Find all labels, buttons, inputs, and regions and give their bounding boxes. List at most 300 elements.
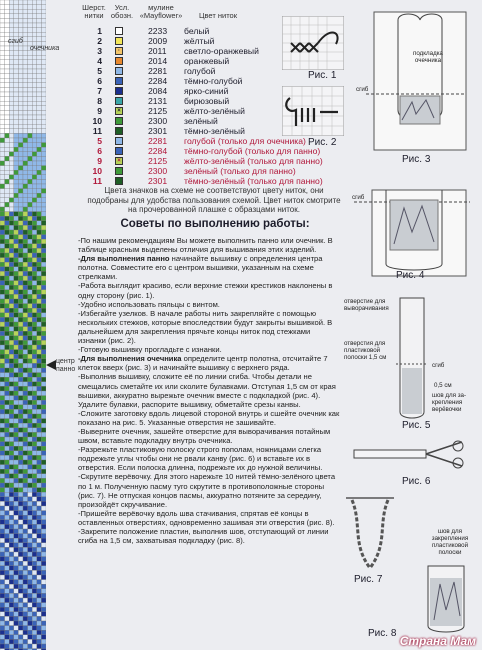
chart-cell	[0, 290, 5, 295]
chart-cell	[32, 69, 37, 74]
chart-cell	[41, 74, 46, 79]
figure-3-case-layout	[356, 10, 468, 152]
chart-cell	[37, 547, 42, 552]
chart-cell	[23, 501, 28, 506]
chart-cell	[5, 552, 10, 557]
chart-cell	[9, 235, 14, 240]
chart-cell	[5, 451, 10, 456]
chart-cell	[28, 478, 33, 483]
chart-cell	[23, 524, 28, 529]
chart-cell	[23, 483, 28, 488]
chart-cell	[23, 621, 28, 626]
chart-cell	[37, 170, 42, 175]
chart-cell	[37, 207, 42, 212]
chart-cell	[0, 511, 5, 516]
chart-cell	[9, 607, 14, 612]
chart-cell	[23, 538, 28, 543]
chart-cell	[18, 570, 23, 575]
chart-cell	[41, 446, 46, 451]
legend-row-color-name: тёмно-зелёный (только для панно)	[184, 176, 323, 186]
chart-cell	[23, 51, 28, 56]
chart-cell	[28, 626, 33, 631]
chart-cell	[23, 414, 28, 419]
chart-cell	[0, 262, 5, 267]
chart-cell	[28, 639, 33, 644]
chart-cell	[32, 511, 37, 516]
chart-cell	[37, 506, 42, 511]
chart-cell	[18, 575, 23, 580]
chart-cell	[28, 235, 33, 240]
chart-cell	[9, 74, 14, 79]
chart-cell	[9, 281, 14, 286]
chart-cell	[14, 598, 19, 603]
chart-cell	[9, 9, 14, 14]
legend-row-symbol-icon	[115, 137, 123, 145]
chart-cell	[9, 345, 14, 350]
header-symbol: Усл. обозн.	[110, 3, 134, 20]
chart-cell	[5, 354, 10, 359]
chart-cell	[18, 414, 23, 419]
chart-cell	[9, 331, 14, 336]
chart-cell	[32, 386, 37, 391]
chart-cell	[9, 313, 14, 318]
legend-row-number: 9	[97, 106, 102, 116]
chart-cell	[32, 345, 37, 350]
chart-cell	[18, 543, 23, 548]
chart-cell	[5, 405, 10, 410]
chart-cell	[32, 543, 37, 548]
chart-cell	[9, 511, 14, 516]
chart-cell	[14, 166, 19, 171]
chart-cell	[32, 423, 37, 428]
chart-cell	[28, 55, 33, 60]
chart-cell	[23, 60, 28, 65]
legend-row	[84, 166, 344, 176]
chart-cell	[37, 391, 42, 396]
chart-cell	[32, 377, 37, 382]
chart-cell	[32, 175, 37, 180]
chart-cell	[28, 92, 33, 97]
chart-cell	[9, 156, 14, 161]
chart-cell	[0, 41, 5, 46]
chart-cell	[28, 281, 33, 286]
chart-cell	[28, 294, 33, 299]
chart-cell	[18, 368, 23, 373]
chart-cell	[41, 304, 46, 309]
chart-cell	[28, 198, 33, 203]
chart-cell	[32, 515, 37, 520]
chart-cell	[0, 110, 5, 115]
chart-cell	[37, 460, 42, 465]
chart-cell	[0, 253, 5, 258]
chart-cell	[18, 589, 23, 594]
legend-row-code: 2125	[148, 106, 168, 116]
chart-cell	[18, 221, 23, 226]
chart-cell	[37, 276, 42, 281]
chart-cell	[28, 14, 33, 19]
chart-cell	[32, 492, 37, 497]
chart-cell	[32, 60, 37, 65]
chart-cell	[23, 230, 28, 235]
chart-cell	[9, 115, 14, 120]
chart-cell	[0, 55, 5, 60]
chart-cell	[9, 336, 14, 341]
chart-cell	[18, 225, 23, 230]
chart-cell	[32, 184, 37, 189]
chart-cell	[37, 561, 42, 566]
chart-cell	[28, 391, 33, 396]
chart-cell	[32, 455, 37, 460]
chart-cell	[18, 451, 23, 456]
chart-cell	[32, 83, 37, 88]
legend-row-color-name: оранжевый	[184, 56, 230, 66]
figure-5-sewing	[394, 294, 430, 420]
chart-cell	[0, 28, 5, 33]
chart-cell	[18, 432, 23, 437]
chart-cell	[9, 428, 14, 433]
chart-cell	[32, 437, 37, 442]
chart-cell	[37, 354, 42, 359]
chart-cell	[41, 377, 46, 382]
chart-cell	[28, 133, 33, 138]
chart-cell	[5, 442, 10, 447]
chart-cell	[41, 198, 46, 203]
chart-cell	[41, 170, 46, 175]
chart-cell	[18, 340, 23, 345]
chart-cell	[28, 621, 33, 626]
chart-cell	[9, 584, 14, 589]
chart-cell	[37, 239, 42, 244]
chart-cell	[41, 524, 46, 529]
chart-cell	[5, 340, 10, 345]
legend-row-symbol-icon: ×	[115, 157, 123, 165]
chart-cell	[14, 446, 19, 451]
chart-cell	[5, 60, 10, 65]
chart-cell	[23, 124, 28, 129]
chart-cell	[37, 166, 42, 171]
chart-cell	[5, 74, 10, 79]
chart-cell	[41, 350, 46, 355]
chart-cell	[28, 630, 33, 635]
chart-cell	[18, 612, 23, 617]
chart-cell	[37, 442, 42, 447]
chart-cell	[5, 635, 10, 640]
chart-cell	[32, 271, 37, 276]
chart-cell	[41, 271, 46, 276]
chart-cell	[5, 124, 10, 129]
chart-cell	[23, 5, 28, 10]
chart-cell	[18, 179, 23, 184]
chart-cell	[0, 92, 5, 97]
chart-cell	[18, 635, 23, 640]
chart-cell	[23, 570, 28, 575]
chart-cell	[41, 9, 46, 14]
chart-cell	[5, 253, 10, 258]
chart-cell	[9, 446, 14, 451]
chart-cell	[28, 331, 33, 336]
chart-cell	[41, 184, 46, 189]
chart-cell	[41, 405, 46, 410]
chart-cell	[0, 276, 5, 281]
chart-cell	[41, 267, 46, 272]
chart-cell	[23, 143, 28, 148]
chart-cell	[37, 451, 42, 456]
instruction-p5: -Избегайте узелков. В начале работы нить закрепляйте с помощью нескольких стежков, которые впоследствии будут закрыты вышивкой. В дальнейшем для закрепления прячьте концы ниток под стежками изнанки (рис. 2).	[78, 308, 333, 346]
chart-cell	[32, 593, 37, 598]
chart-cell	[32, 23, 37, 28]
chart-cell	[28, 414, 33, 419]
chart-cell	[23, 644, 28, 649]
chart-cell	[28, 322, 33, 327]
chart-cell	[18, 455, 23, 460]
chart-cell	[18, 616, 23, 621]
chart-cell	[28, 644, 33, 649]
chart-cell	[5, 455, 10, 460]
chart-cell	[32, 354, 37, 359]
chart-cell	[14, 78, 19, 83]
chart-cell	[5, 5, 10, 10]
chart-cell	[41, 202, 46, 207]
chart-cell	[14, 64, 19, 69]
legend-row-color-name: зелёный (только для панно)	[184, 166, 296, 176]
chart-cell	[32, 156, 37, 161]
chart-cell	[0, 60, 5, 65]
chart-cell	[41, 308, 46, 313]
figure-5-seam-label: 0,5 см	[434, 382, 452, 389]
chart-cell	[37, 363, 42, 368]
chart-cell	[28, 175, 33, 180]
chart-cell	[41, 612, 46, 617]
chart-cell	[37, 644, 42, 649]
chart-cell	[14, 437, 19, 442]
chart-cell	[14, 534, 19, 539]
chart-cell	[0, 235, 5, 240]
chart-cell	[23, 175, 28, 180]
chart-cell	[14, 212, 19, 217]
chart-cell	[5, 363, 10, 368]
legend-row-number: 7	[97, 86, 102, 96]
chart-cell	[28, 584, 33, 589]
chart-cell	[18, 598, 23, 603]
chart-cell	[0, 64, 5, 69]
chart-cell	[18, 584, 23, 589]
chart-cell	[23, 580, 28, 585]
chart-cell	[9, 304, 14, 309]
chart-cell	[23, 244, 28, 249]
chart-cell	[41, 566, 46, 571]
chart-cell	[23, 115, 28, 120]
chart-cell	[41, 248, 46, 253]
chart-cell	[14, 313, 19, 318]
chart-cell	[14, 547, 19, 552]
chart-cell	[9, 0, 14, 5]
chart-cell	[0, 543, 5, 548]
cross-stitch-chart-strip	[0, 0, 46, 650]
chart-cell	[9, 368, 14, 373]
chart-cell	[0, 331, 5, 336]
chart-cell	[14, 281, 19, 286]
chart-cell	[23, 547, 28, 552]
chart-cell	[32, 419, 37, 424]
chart-cell	[41, 120, 46, 125]
legend-row-symbol-icon	[115, 177, 123, 185]
chart-cell	[18, 138, 23, 143]
chart-cell	[0, 607, 5, 612]
chart-cell	[32, 32, 37, 37]
chart-cell	[37, 386, 42, 391]
chart-cell	[5, 488, 10, 493]
chart-cell	[32, 547, 37, 552]
chart-cell	[32, 198, 37, 203]
chart-cell	[41, 428, 46, 433]
chart-cell	[14, 584, 19, 589]
legend-row-symbol-icon	[115, 87, 123, 95]
chart-cell	[18, 534, 23, 539]
chart-cell	[37, 359, 42, 364]
chart-cell	[23, 285, 28, 290]
chart-cell	[28, 276, 33, 281]
chart-cell	[37, 32, 42, 37]
chart-cell	[28, 345, 33, 350]
legend-row-code: 2301	[148, 126, 168, 136]
chart-cell	[0, 9, 5, 14]
chart-cell	[5, 317, 10, 322]
chart-cell	[9, 110, 14, 115]
chart-cell	[41, 630, 46, 635]
chart-cell	[0, 175, 5, 180]
chart-cell	[18, 400, 23, 405]
chart-cell	[37, 639, 42, 644]
chart-cell	[37, 147, 42, 152]
chart-cell	[28, 129, 33, 134]
chart-cell	[32, 313, 37, 318]
chart-cell	[23, 37, 28, 42]
chart-cell	[41, 529, 46, 534]
chart-cell	[37, 189, 42, 194]
legend-row-number: 4	[97, 56, 102, 66]
chart-cell	[14, 18, 19, 23]
chart-cell	[37, 87, 42, 92]
chart-cell	[14, 92, 19, 97]
chart-cell	[9, 299, 14, 304]
chart-cell	[9, 23, 14, 28]
chart-cell	[37, 317, 42, 322]
chart-cell	[5, 120, 10, 125]
chart-cell	[41, 621, 46, 626]
chart-cell	[0, 561, 5, 566]
chart-cell	[5, 515, 10, 520]
chart-cell	[32, 110, 37, 115]
chart-cell	[18, 350, 23, 355]
chart-cell	[9, 630, 14, 635]
chart-cell	[28, 248, 33, 253]
chart-cell	[9, 317, 14, 322]
chart-cell	[0, 271, 5, 276]
chart-cell	[28, 340, 33, 345]
chart-cell	[41, 28, 46, 33]
chart-cell	[41, 92, 46, 97]
chart-cell	[0, 46, 5, 51]
chart-cell	[9, 143, 14, 148]
chart-cell	[23, 97, 28, 102]
chart-cell	[9, 262, 14, 267]
chart-cell	[14, 501, 19, 506]
chart-cell	[23, 304, 28, 309]
chart-cell	[5, 570, 10, 575]
chart-cell	[5, 189, 10, 194]
chart-cell	[37, 258, 42, 263]
chart-cell	[14, 373, 19, 378]
chart-cell	[32, 14, 37, 19]
figure-5-fix-seam-label: шов для за-крепления верёвочки	[432, 392, 467, 413]
chart-cell	[9, 515, 14, 520]
chart-cell	[37, 138, 42, 143]
chart-cell	[23, 400, 28, 405]
chart-cell	[37, 74, 42, 79]
chart-cell	[23, 616, 28, 621]
chart-cell	[41, 239, 46, 244]
figure-4-caption: Рис. 4	[396, 270, 425, 281]
chart-cell	[18, 524, 23, 529]
chart-cell	[9, 212, 14, 217]
chart-cell	[9, 239, 14, 244]
chart-cell	[23, 166, 28, 171]
chart-cell	[32, 382, 37, 387]
legend-row	[84, 146, 344, 156]
chart-cell	[23, 221, 28, 226]
chart-cell	[9, 202, 14, 207]
header-wool: Шерст. нитки	[82, 3, 106, 20]
chart-cell	[18, 506, 23, 511]
chart-cell	[18, 639, 23, 644]
chart-cell	[9, 534, 14, 539]
chart-cell	[0, 363, 5, 368]
chart-cell	[14, 603, 19, 608]
chart-cell	[9, 147, 14, 152]
chart-cell	[14, 248, 19, 253]
chart-cell	[14, 612, 19, 617]
chart-cell	[9, 524, 14, 529]
chart-cell	[37, 469, 42, 474]
chart-cell	[32, 230, 37, 235]
chart-cell	[32, 262, 37, 267]
chart-cell	[37, 322, 42, 327]
chart-cell	[14, 345, 19, 350]
chart-cell	[18, 423, 23, 428]
chart-cell	[5, 143, 10, 148]
chart-cell	[14, 294, 19, 299]
chart-cell	[32, 221, 37, 226]
chart-cell	[41, 492, 46, 497]
chart-cell	[14, 262, 19, 267]
chart-cell	[5, 51, 10, 56]
chart-cell	[5, 9, 10, 14]
chart-cell	[14, 106, 19, 111]
chart-cell	[28, 543, 33, 548]
chart-cell	[0, 460, 5, 465]
chart-cell	[9, 124, 14, 129]
instruction-p10: -Выверните очечник, зашейте отверстие для выворачивания потайным швом, вставьте подкладку внутрь очечника.	[78, 426, 331, 446]
chart-cell	[28, 37, 33, 42]
chart-cell	[41, 285, 46, 290]
legend-row-symbol-icon: ·	[115, 47, 123, 55]
instruction-p4: -Удобно использовать пяльцы с винтом.	[78, 299, 220, 309]
chart-cell	[0, 451, 5, 456]
chart-cell	[0, 170, 5, 175]
chart-cell	[18, 32, 23, 37]
chart-cell	[41, 552, 46, 557]
chart-cell	[23, 561, 28, 566]
